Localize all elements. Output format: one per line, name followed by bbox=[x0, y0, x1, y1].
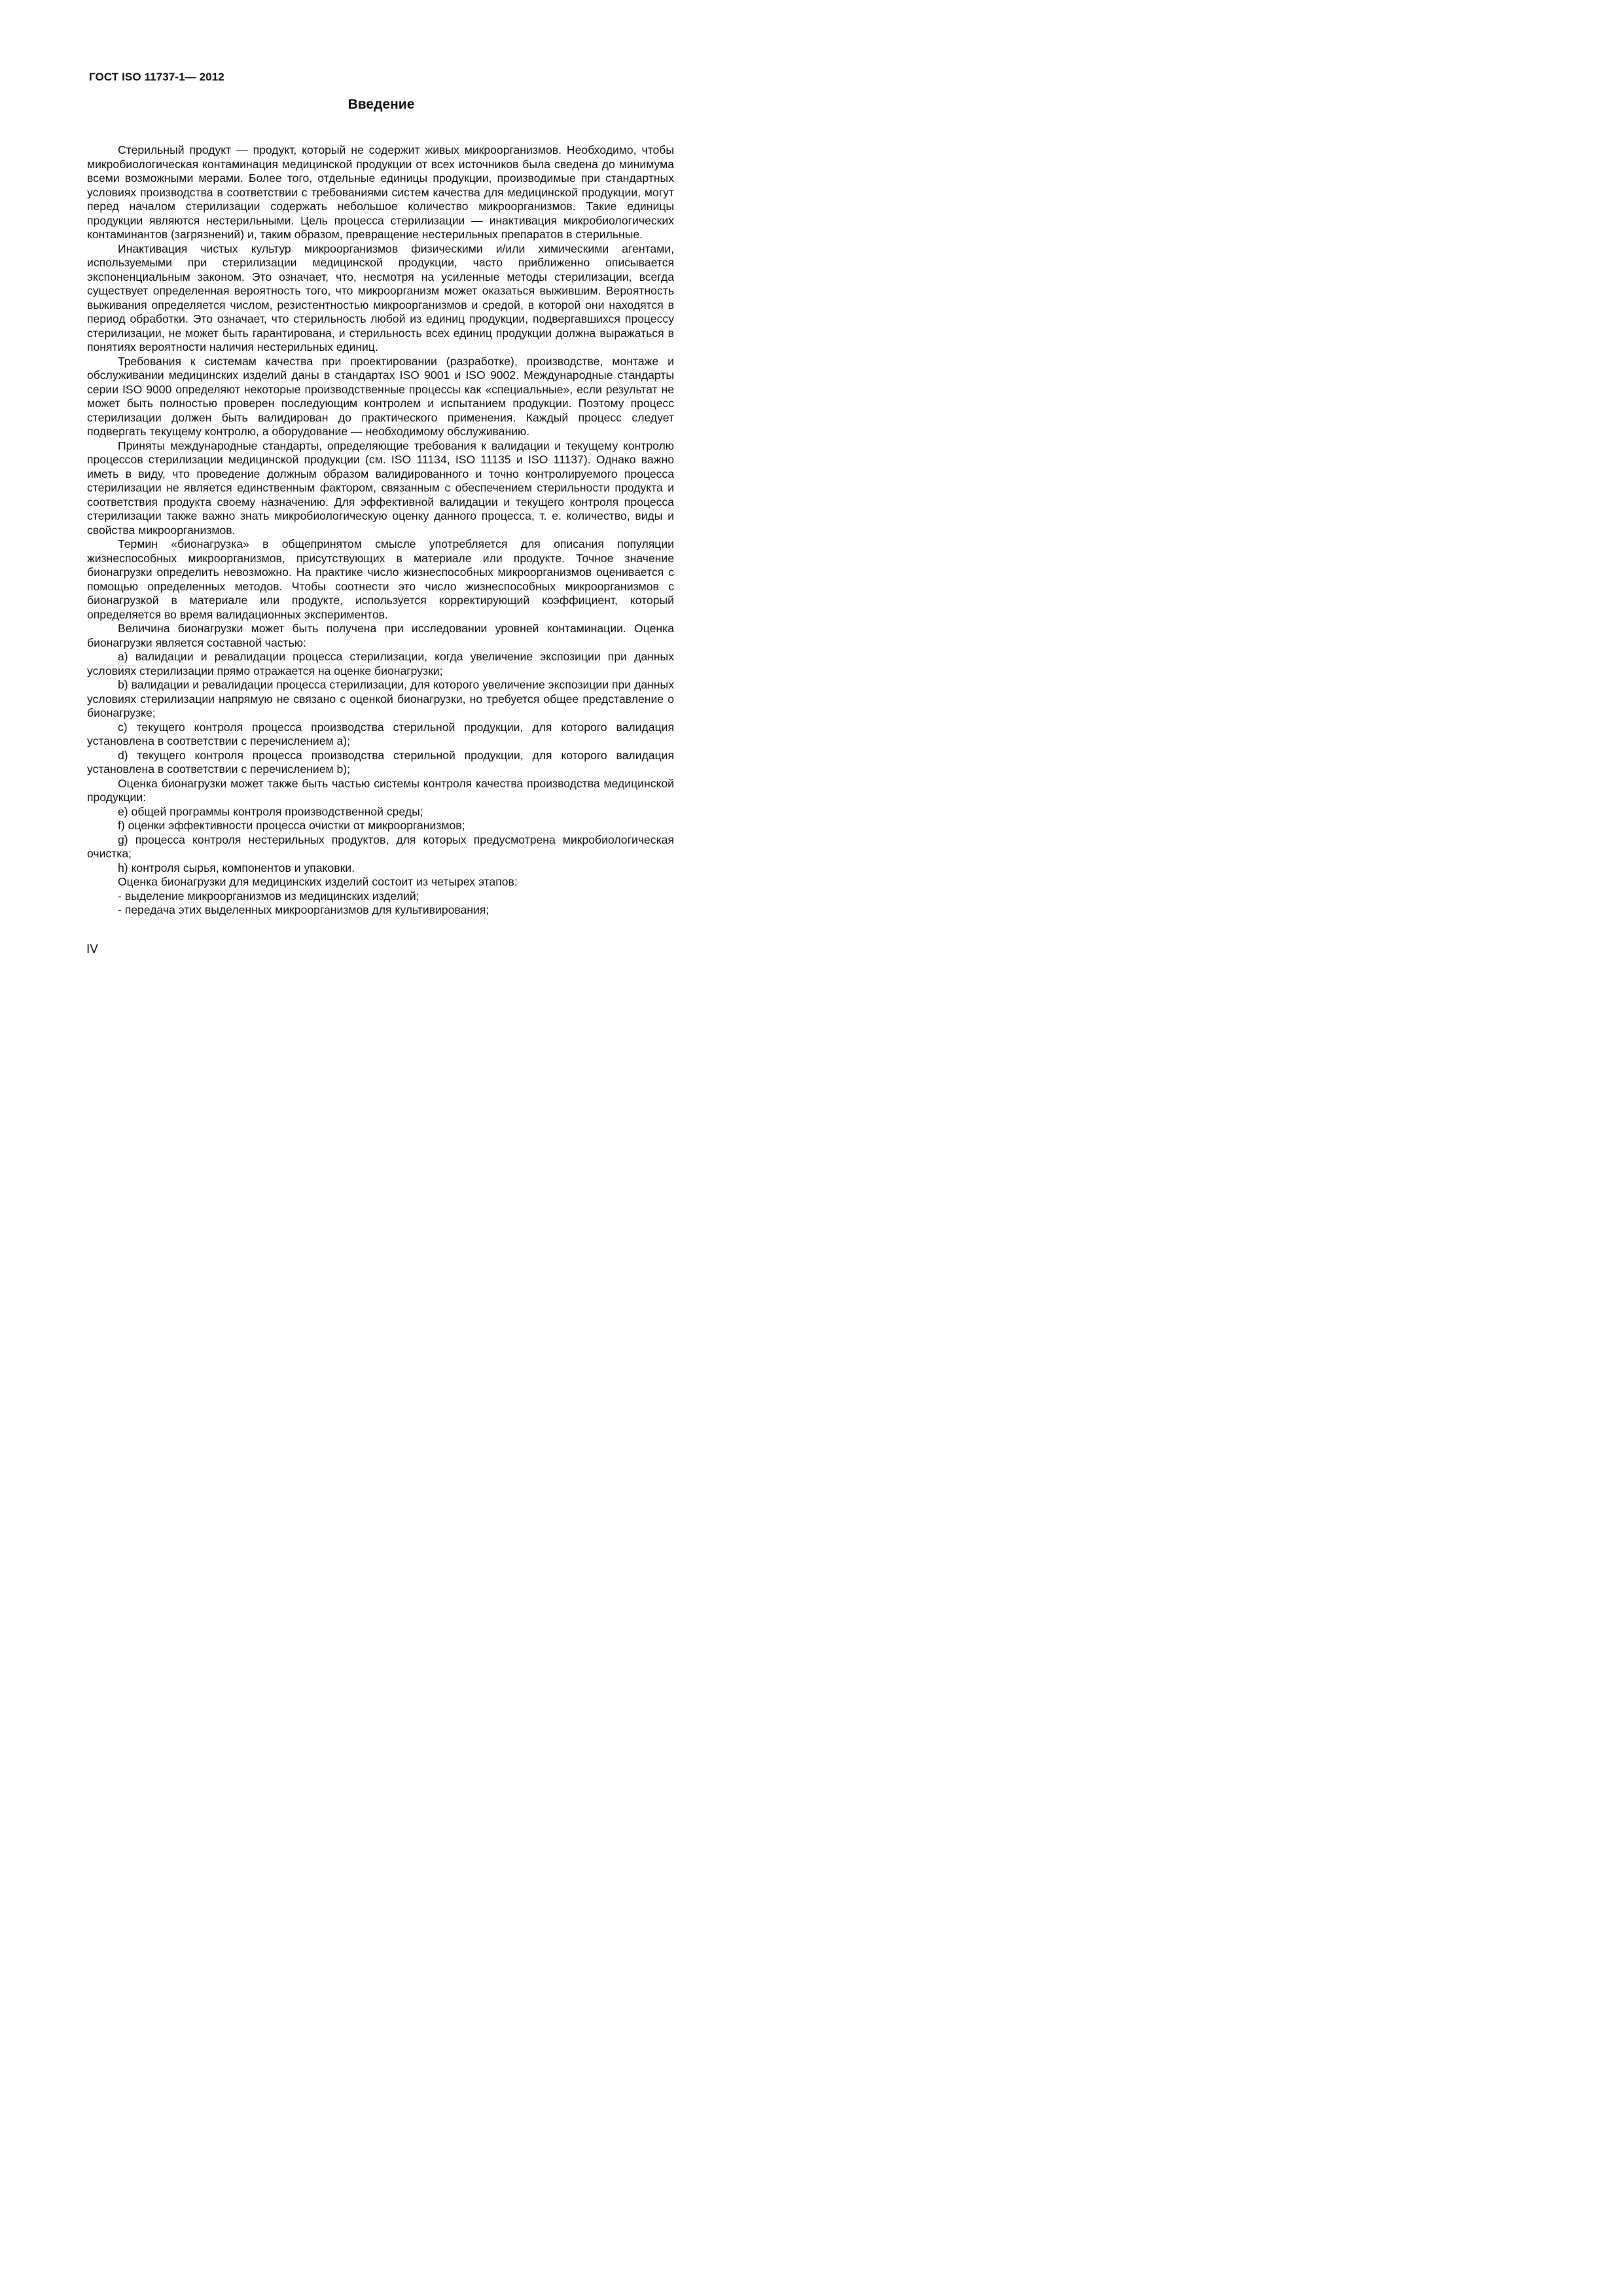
paragraph: Требования к системам качества при проектировании (разработке), производстве, монтаже и обслуживании медицинских изделий даны в стандартах ISO 9001 и ISO 9002. Международные стандарты серии ISO 9000 определяют некоторые производственные процессы как «специальные», если результат не может быть полностью проверен последующим контролем и испытанием продукции. Поэтому процесс стерилизации должен быть валидирован до практического применения. Каждый процесс следует подвергать текущему контролю, а оборудование — необходимому обслуживанию. bbox=[87, 354, 674, 438]
paragraph: Приняты международные стандарты, определяющие требования к валидации и текущему контролю процессов стерилизации медицинской продукции (см. ISO 11134, ISO 11135 и ISO 11137). Однако важно иметь в виду, что проведение должным образом валидированного и точно контролируемого процесса стерилизации не является единственным фактором, связанным с обеспечением стерильности продукта и соответствия продукта своему назначению. Для эффективной валидации и текущего контроля процесса стерилизации также важно знать микробиологическую оценку данного процесса, т. е. количество, виды и свойства микроорганизмов. bbox=[87, 439, 674, 537]
paragraph: Инактивация чистых культур микроорганизмов физическими и/или химическими агентами, используемыми при стерилизации медицинской продукции, часто приближенно описывается экспоненциальным законом. Это означает, что, несмотря на усиленные методы стерилизации, всегда существует определенная вероятность того, что микроорганизм может оказаться выжившим. Вероятность выживания определяется числом, резистентностью микроорганизмов и средой, в которой они находятся в период обработки. Это означает, что стерильность любой из единиц продукции, подвергавшихся процессу стерилизации, не может быть гарантирована, и стерильность всех единиц продукции должна выражаться в понятиях вероятности наличия нестерильных единиц. bbox=[87, 242, 674, 353]
list-item: - передача этих выделенных микроорганизмов для культивирования; bbox=[118, 903, 490, 916]
document-header: ГОСТ ISO 11737-1— 2012 bbox=[89, 71, 224, 83]
list-item: b) валидации и ревалидации процесса стерилизации, для которого увеличение экспозиции при данных условиях стерилизации напрямую не связано с оценкой бионагрузки, но требуется общее представление о бионагрузке; bbox=[87, 678, 674, 719]
section-title: Введение bbox=[348, 97, 415, 112]
page-number: IV bbox=[86, 942, 98, 956]
list-item: e) общей программы контроля производственной среды; bbox=[118, 804, 423, 818]
list-item: a) валидации и ревалидации процесса стерилизации, когда увеличение экспозиции при данных условиях стерилизации прямо отражается на оценке бионагрузки; bbox=[87, 650, 674, 677]
list-item: h) контроля сырья, компонентов и упаковки. bbox=[118, 861, 355, 874]
list-item: f) оценки эффективности процесса очистки от микроорганизмов; bbox=[118, 819, 465, 832]
list-item: g) процесса контроля нестерильных продуктов, для которых предусмотрена микробиологическая очистка; bbox=[87, 833, 674, 860]
paragraph: Оценка бионагрузки может также быть частью системы контроля качества производства медицинской продукции: bbox=[87, 776, 674, 804]
list-item: d) текущего контроля процесса производства стерильной продукции, для которого валидация установлена в соответствии с перечислением b); bbox=[87, 748, 674, 776]
paragraph: Стерильный продукт — продукт, который не содержит живых микроорганизмов. Необходимо, чтобы микробиологическая контаминация медицинской продукции от всех источников была сведена до минимума всеми возможными мерами. Более того, отдельные единицы продукции, производимые при стандартных условиях производства в соответствии с требованиями систем качества для медицинской продукции, могут перед началом стерилизации содержать небольшое количество микроорганизмов. Такие единицы продукции являются нестерильными. Цель процесса стерилизации — инактивация микробиологических контаминантов (загрязнений) и, таким образом, превращение нестерильных препаратов в стерильные. bbox=[87, 143, 674, 241]
document-body bbox=[87, 143, 674, 918]
paragraph: Оценка бионагрузки для медицинских изделий состоит из четырех этапов: bbox=[118, 875, 518, 888]
list-item: - выделение микроорганизмов из медицинских изделий; bbox=[118, 889, 419, 903]
paragraph: Термин «бионагрузка» в общепринятом смысле употребляется для описания популяции жизнеспособных микроорганизмов, присутствующих в материале или продукте. Точное значение бионагрузки определить невозможно. На практике число жизнеспособных микроорганизмов оценивается с помощью определенных методов. Чтобы соотнести это число жизнеспособных микроорганизмов с бионагрузкой в материале или продукте, используется корректирующий коэффициент, который определяется во время валидационных экспериментов. bbox=[87, 537, 674, 621]
paragraph: Величина бионагрузки может быть получена при исследовании уровней контаминации. Оценка бионагрузки является составной частью: bbox=[87, 622, 674, 649]
list-item: c) текущего контроля процесса производства стерильной продукции, для которого валидация установлена в соответствии с перечислением a); bbox=[87, 720, 674, 747]
